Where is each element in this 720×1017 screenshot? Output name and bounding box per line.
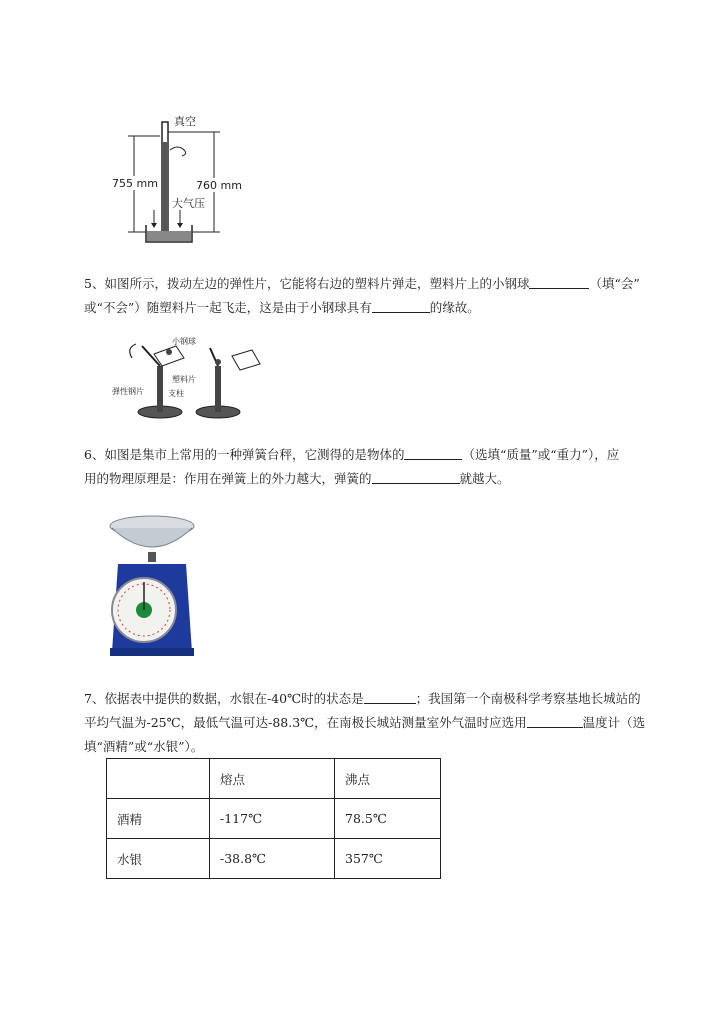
q7-blank-1	[364, 689, 416, 704]
label-755mm: 755 mm	[112, 177, 158, 190]
table-header-cell: 熔点	[210, 759, 335, 799]
label-steel-ball: 小钢球	[172, 337, 196, 346]
torricelli-figure	[110, 110, 250, 250]
q6-blank-1	[404, 445, 462, 460]
q5-text-c: 或“不会”）随塑料片一起飞走，这是由于小钢球具有	[84, 300, 372, 315]
table-header-row	[107, 759, 441, 799]
q7-text-a: 7、依据表中提供的数据，水银在-40℃时的状态是	[84, 691, 364, 706]
q5-blank-1	[529, 274, 589, 289]
q5-text-a: 5、如图所示，拨动左边的弹性片，它能将右边的塑料片弹走，塑料片上的小钢球	[84, 276, 530, 291]
table-cell: 357℃	[335, 839, 441, 879]
inertia-figure	[112, 336, 272, 422]
table-cell: 水银	[107, 839, 210, 879]
q6-blank-2	[372, 469, 460, 484]
question-6-line-1	[84, 443, 684, 467]
q6-text-c: 用的物理原理是：作用在弹簧上的外力越大，弹簧的	[84, 471, 372, 486]
q6-text-b: （选填“质量”或“重力”），应	[462, 447, 620, 462]
table-cell: 78.5℃	[335, 799, 441, 839]
spring-scale-figure	[104, 512, 200, 662]
table-cell: -117℃	[210, 799, 335, 839]
question-5-line-2	[84, 296, 684, 320]
q7-text-b: ；我国第一个南极科学考察基地长城站的	[415, 691, 641, 706]
label-760mm: 760 mm	[196, 179, 242, 192]
q7-text-e: 填“酒精”或“水银”）。	[84, 739, 204, 754]
q6-text-a: 6、如图是集市上常用的一种弹簧台秤，它测得的是物体的	[84, 447, 405, 462]
q5-blank-2	[372, 298, 430, 313]
question-5-line-1	[84, 272, 684, 296]
question-6-line-2	[84, 467, 684, 491]
label-plastic-card: 塑料片	[172, 375, 196, 384]
q5-text-d: 的缘故。	[429, 300, 480, 315]
question-7-line-1	[84, 687, 684, 711]
q7-text-c: 平均气温为-25℃，最低气温可达-88.3℃，在南极长城站测量室外气温时应选用	[84, 715, 527, 730]
table-header-cell	[107, 759, 210, 799]
table-row	[107, 839, 441, 879]
question-7-line-3	[84, 735, 684, 759]
spring-scale-image	[104, 512, 200, 662]
table-cell: -38.8℃	[210, 839, 335, 879]
label-spring-steel: 弹性钢片	[112, 387, 144, 396]
question-5	[84, 272, 684, 320]
q7-text-d: 温度计（选	[582, 715, 646, 730]
table-cell: 酒精	[107, 799, 210, 839]
q6-text-d: 就越大。	[459, 471, 510, 486]
q7-blank-2	[527, 713, 583, 728]
label-post: 支柱	[168, 389, 184, 398]
table-row	[107, 799, 441, 839]
q5-text-b: （填“会”	[589, 276, 640, 291]
inertia-diagram	[112, 336, 272, 422]
melting-boiling-table	[106, 758, 441, 879]
table-header-cell: 沸点	[335, 759, 441, 799]
label-atmosphere: 大气压	[172, 197, 205, 210]
torricelli-diagram	[110, 110, 250, 250]
question-7	[84, 687, 684, 759]
label-vacuum: 真空	[174, 115, 196, 128]
question-7-line-2	[84, 711, 684, 735]
question-6	[84, 443, 684, 491]
